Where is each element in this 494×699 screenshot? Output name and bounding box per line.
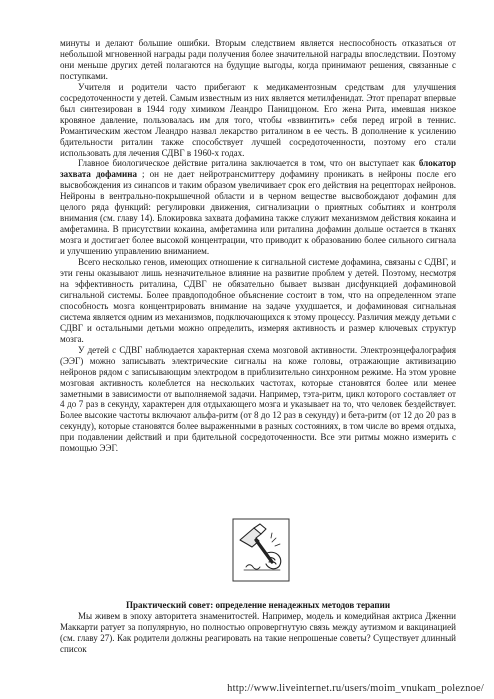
body-text [60, 38, 456, 454]
paragraph-ritalin-action-lead: Главное биологическое действие риталина заключается в том, что он выступает как [78, 158, 416, 169]
paragraph-genes: Всего несколько генов, имеющих отношение к сигнальной системе дофамина, связаны с СДВГ, и эти гены оказывают лишь незначительное влияние на развитие проблем у детей. Поэтому, несмотря на эффективность риталина, СДВГ не обязательно бывает вызван дисфункцией дофаминовой сигнальной системы. Более правдоподобное объяснение состоит в том, что на определенном этапе способность мозга концентрировать внимание на задаче ухудшается, и дофаминовая сигнальная система является одним из механизмов, подключающихся к этому процессу. Различия между детьми с СДВГ и остальными детьми можно определить, измеряя активность и размер ключевых структур мозга. [60, 257, 456, 344]
practical-tip-box [60, 600, 456, 655]
footer-url[interactable]: http://www.liveinternet.ru/users/moim_vnukam_poleznoe/ [227, 683, 484, 694]
paragraph-ritalin-action [60, 158, 456, 257]
dopamine-uptake-blocker-term: блокатор захвата дофамина [60, 158, 456, 180]
hammer-illustration [232, 518, 290, 582]
hammer-icon [232, 518, 290, 582]
paragraph-ritalin-action-rest: ; он не дает нейротрансмиттеру дофамину проникать в нейроны после его высвобождения из синапсов и таким образом увеличивает срок его действия на рецепторах нейронов. Нейроны в вентрально-покрышечной области и в черном веществе высвобождают дофамин для целого ряда функций: регулировки движения, сигнализации о приятных событиях и контроля внимания (см. главу 14). Блокировка захвата дофамина также служит механизмом действия кокаина и амфетамина. В присутствии кокаина, амфетамина или риталина дофамин дольше остается в тканях мозга и достигает более высокой концентрации, что приводит к образованию более сильного сигнала и улучшению управлению вниманием. [60, 169, 456, 257]
tip-title: Практический совет: определение ненадежных методов терапии [125, 600, 391, 610]
paragraph-eeg: У детей с СДВГ наблюдается характерная схема мозговой активности. Электроэнцефалография (ЭЭГ) можно записывать электрические сигналы на коже головы, отражающие активизацию нейронов рядом с записывающим электродом в приблизительно синхронном режиме. На этом уровне мозговая активность колеблется на нескольких частотах, которые становятся более или менее заметными в зависимости от выполняемой задачи. Например, тэта-ритм, цикл которого составляет от 4 до 7 раз в секунду, характерен для отдыхающего мозга и указывает на то, что человек бездействует. Более высокие частоты включают альфа-ритм (от 8 до 12 раз в секунду) и бета-ритм (от 12 до 20 раз в секунду), которые становятся более выраженными в разных состояниях, в том числе во время отдыха, при подавлении действий и при бдительной сосредоточенности. Все эти ритмы можно измерить с помощью ЭЭГ. [60, 344, 456, 454]
paragraph-methylphenidate: Учителя и родители часто прибегают к медикаментозным средствам для улучшения сосредоточенности у детей. Самым известным из них является метилфенидат. Этот препарат впервые был синтезирован в 1944 году химиком Леандро Паниццоном. Его жена Рита, имевшая низкое кровяное давление, пользовалась им для того, чтобы «взвинтить» себя перед игрой в теннис. Романтическим жестом Леандро назвал лекарство риталином в ее честь. В дополнение к усилению бдительности риталин также способствует лучшей сосредоточенности, поэтому его стали использовать для лечения СДВГ в 1960-х годах. [60, 81, 456, 158]
paragraph-continued: минуты и делают большие ошибки. Вторым следствием является неспособность отказаться от небольшой мгновенной награды ради получения более значительной награды впоследствии. Поэтому они меньше других детей полагаются на будущие выгоды, когда принимают решения, связанные с поступками. [60, 38, 456, 81]
tip-text: Мы живем в эпоху авторитета знаменитостей. Например, модель и комедийная актриса Дженни Маккарти ратует за популярную, но полностью опровергнутую связь между аутизмом и вакцинацией (см. главу 27). Как родители должны реагировать на такие непрошеные советы? Существует длинный список [60, 610, 456, 654]
